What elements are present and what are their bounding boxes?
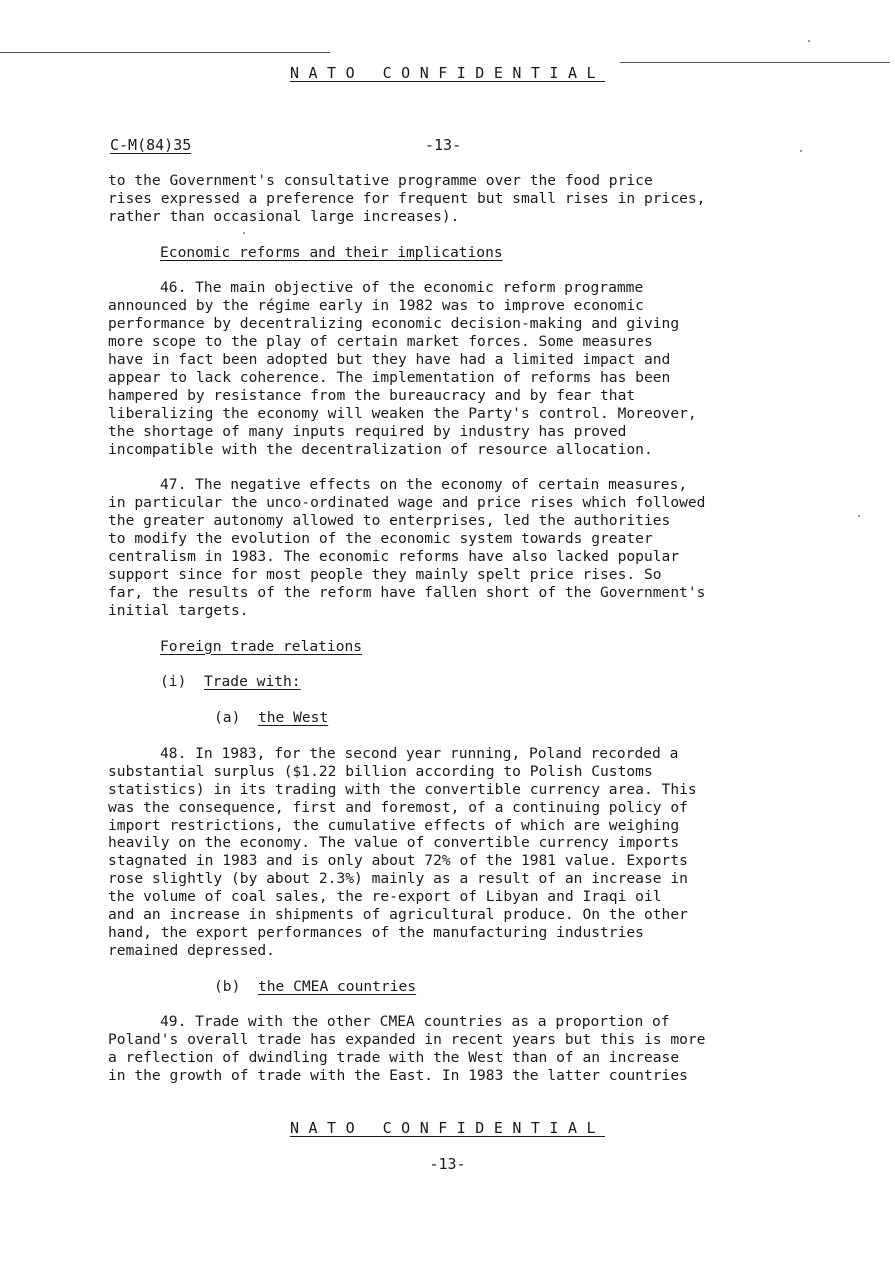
page-number-bottom: -13- [429,1155,466,1173]
paragraph-48-text: 48. In 1983, for the second year running, Poland recorded a substantial surplus ($1.22 billion according to Polish Customs statistics) in its trading with the convertible currency area. This was the consequence, first and foremost, of a continuing policy of import restrictions, the cumulative effects of which are weighing heavily on the economy. The value of convertible currency imports stagnated in 1983 and is only about 72% of the 1981 value. Exports rose slightly (by about 2.3%) mainly as a result of an increase in the volume of coal sales, the re-export of Libyan and Iraqi oil and an increase in shipments of agricultural produce. On the other hand, the export performances of the manufacturing industries remained depressed. [108,744,697,959]
paragraph-49 [108,1013,838,1085]
subheading-marker-i: (i) [160,673,187,691]
continuation-paragraph: to the Government's consultative programme over the food price rises expressed a preference for frequent but small rises in prices, rather than occasional large increases). [108,172,706,225]
subheading-trade-with [108,673,838,691]
subheading-marker-b: (b) [214,977,241,995]
scan-artifact-line [0,52,330,53]
subheading-cmea-text: the CMEA countries [257,977,417,995]
section-heading-foreign-text: Foreign trade relations [160,637,363,655]
classification-footer [0,1119,895,1137]
section-heading-economic-text: Economic reforms and their implications [160,243,503,261]
subheading-cmea [108,978,838,996]
section-heading-economic [108,244,838,262]
section-heading-foreign [108,638,838,656]
classification-header-text: NATO CONFIDENTIAL [289,64,606,82]
document-reference: C-M(84)35 [110,136,192,154]
classification-footer-text: NATO CONFIDENTIAL [289,1119,606,1137]
paragraph-46 [108,279,838,458]
subheading-marker-a: (a) [214,709,241,727]
scan-artifact-line [620,62,890,63]
scan-speck [858,515,860,517]
subheading-the-west [108,709,838,727]
paragraph-46-text: 46. The main objective of the economic reform programme announced by the régime early in 1982 was to improve economic performance by decentralizing economic decision-making and giving more scope to the play of certain market forces. Some measures have in fact been adopted but they have had a limited impact and appear to lack coherence. The implementation of reforms has been hampered by resistance from the bureaucracy and by fear that liberalizing the economy will weaken the Party's control. Moreover, the shortage of many inputs required by industry has proved incompatible with the decentralization of resource allocation. [108,279,697,458]
paragraph-49-text: 49. Trade with the other CMEA countries as a proportion of Poland's overall trade has expanded in recent years but this is more a reflection of dwindling trade with the West than of an increase in the growth of trade with the East. In 1983 the latter countries [108,1013,706,1085]
subheading-the-west-text: the West [257,709,329,727]
page-number-top: -13- [425,136,462,154]
paragraph-48 [108,745,838,960]
paragraph-47 [108,476,838,619]
subheading-trade-with-text: Trade with: [203,673,301,691]
paragraph-47-text: 47. The negative effects on the economy of certain measures, in particular the unco-ordinated wage and price rises which followed the greater autonomy allowed to enterprises, led the authorities to modify the evolution of the economic system towards greater centralism in 1983. The economic reforms have also lacked popular support since for most people they mainly spelt price rises. So far, the results of the reform have fallen short of the Government's initial targets. [108,476,706,619]
scan-speck [800,150,802,152]
body-text [108,172,838,1103]
classification-header [0,64,895,82]
scan-speck [808,40,810,42]
